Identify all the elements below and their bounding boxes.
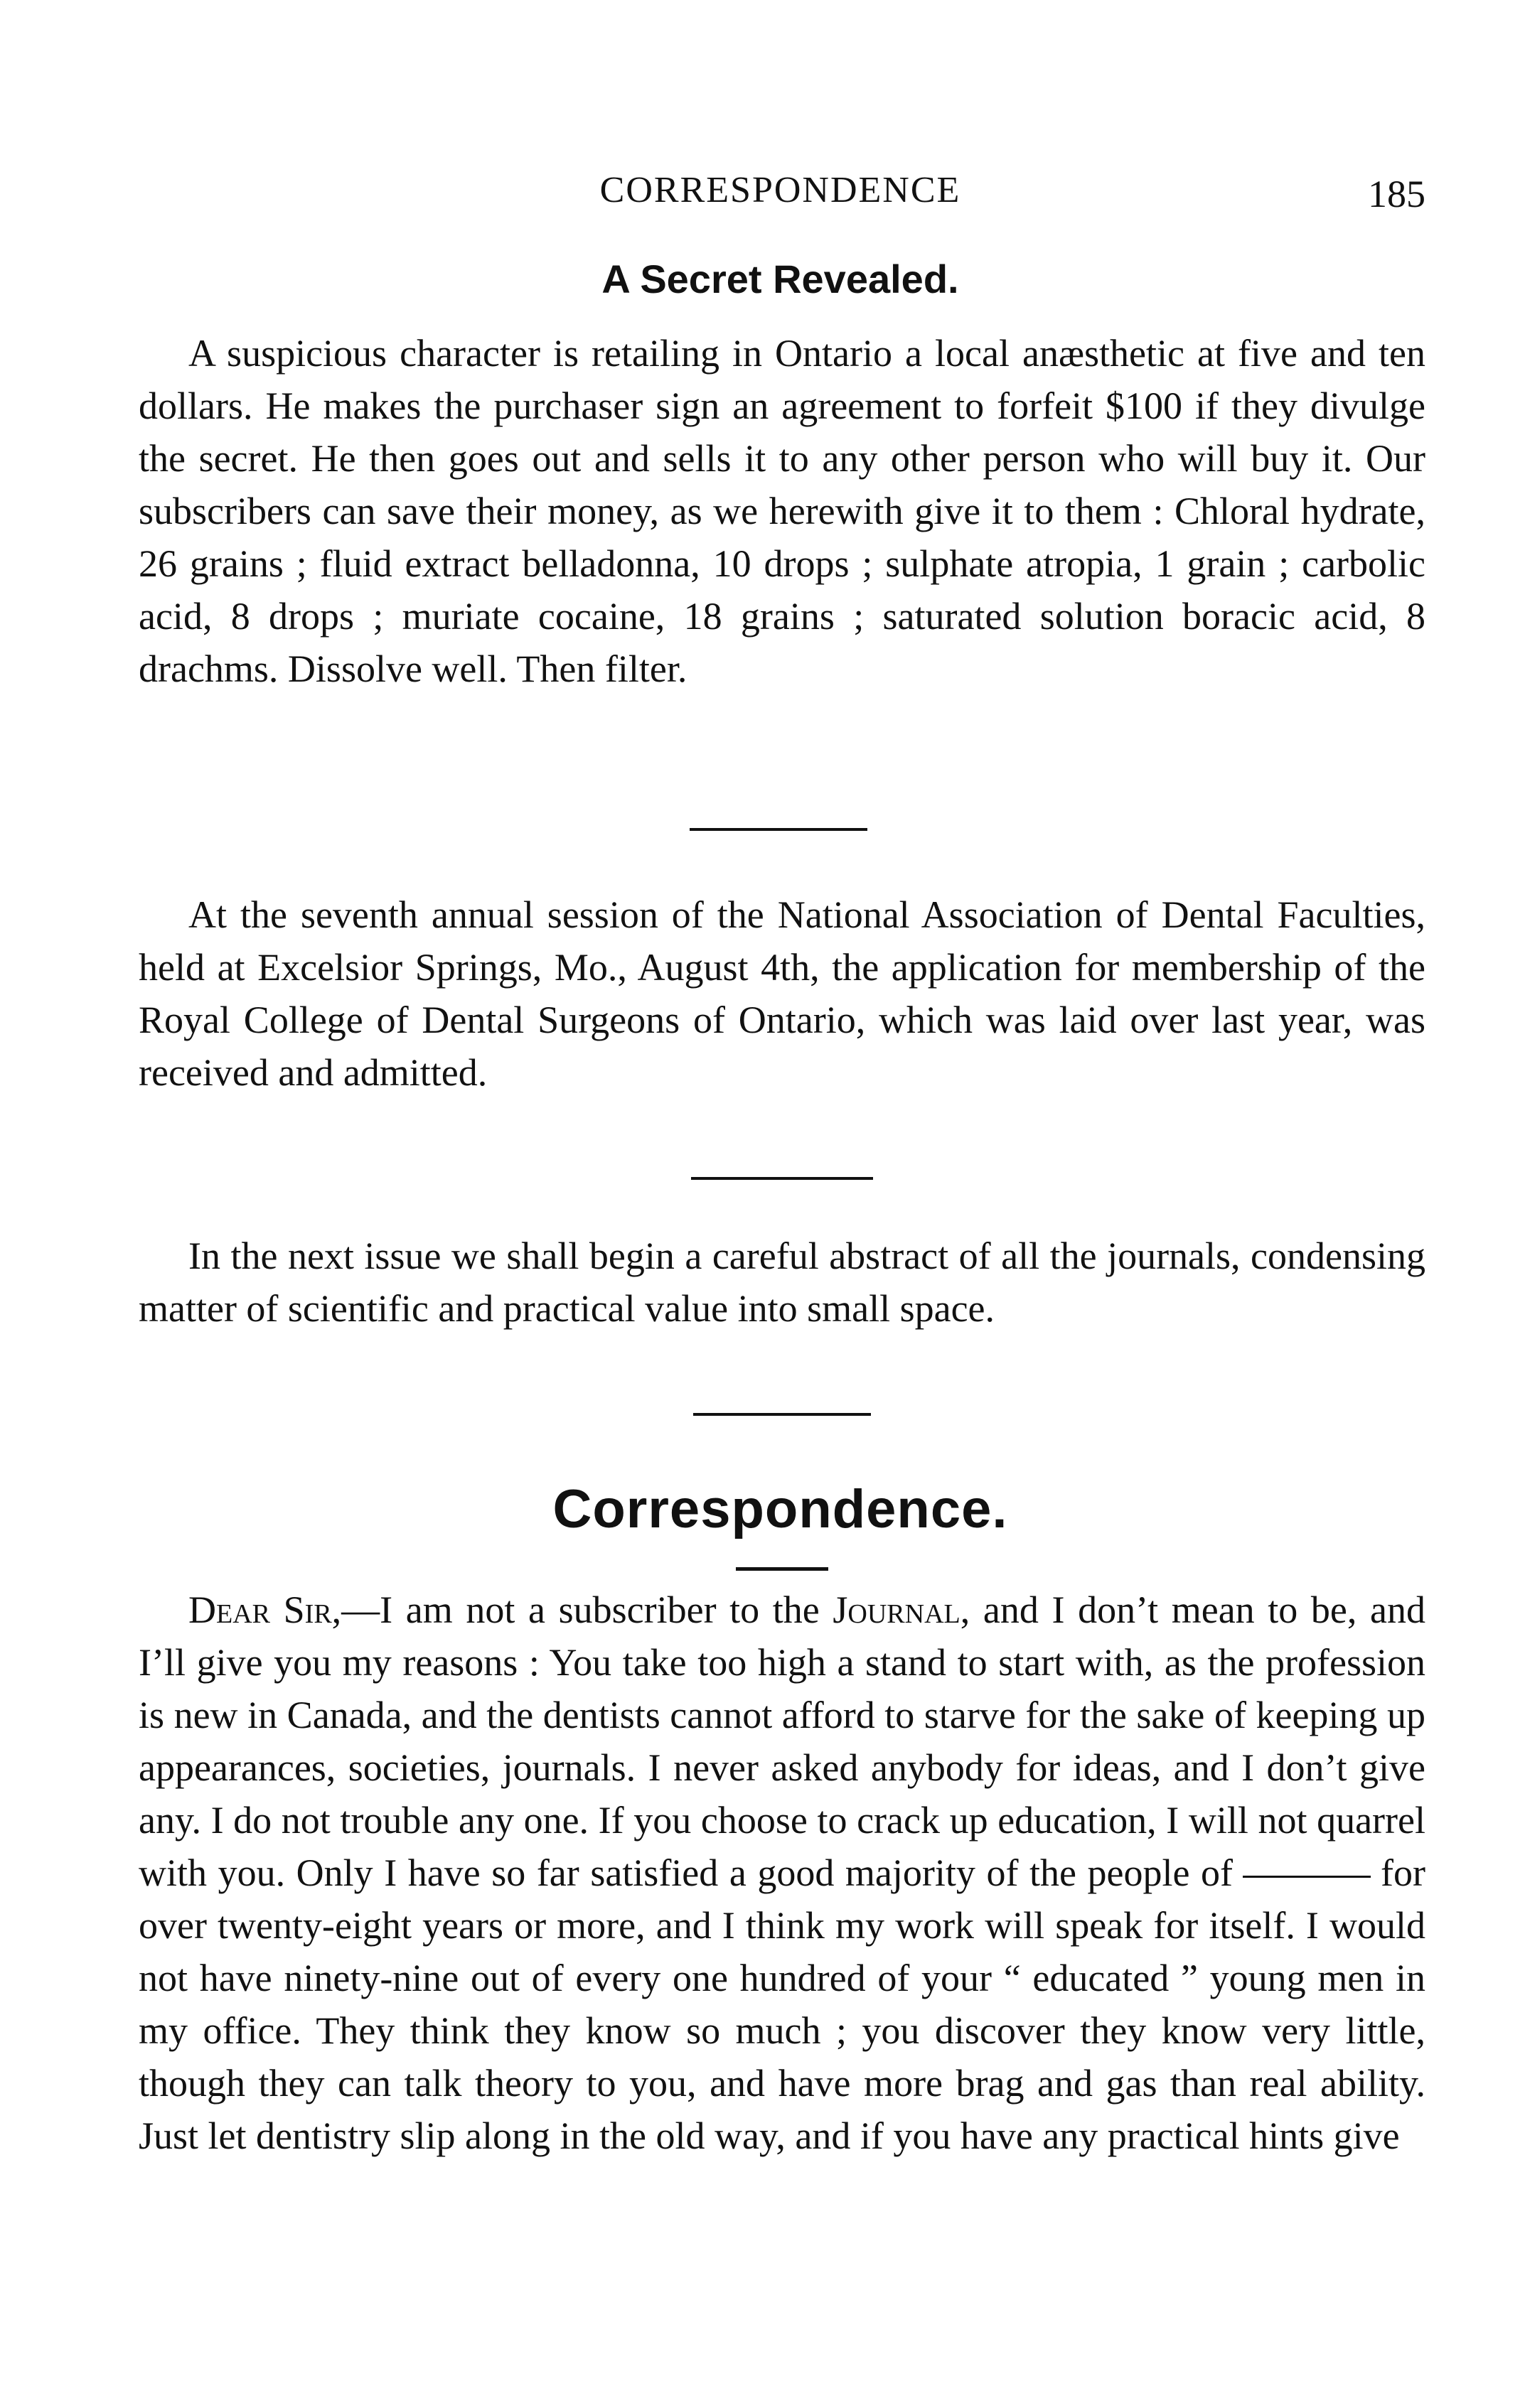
letter-paragraph <box>139 1584 1425 2162</box>
paragraph-secret-revealed: A suspicious character is retailing in Ontario a local anæsthetic at five and ten dollars. He makes the purchaser sign an agreement to forfeit $100 if they divulge the secret. He then goes out and sells it to any other person who will buy it. Our subscribers can save their money, as we herewith give it to them : Chloral hydrate, 26 grains ; fluid extract belladonna, 10 drops ; sulphate atropia, 1 grain ; carbolic acid, 8 drops ; muriate cocaine, 18 grains ; saturated solution boracic acid, 8 drachms. Dissolve well. Then filter. <box>139 332 1425 690</box>
letter-salutation: Dear Sir, <box>188 1589 342 1631</box>
journal-word: Journal <box>833 1589 961 1631</box>
separator-rule <box>690 828 867 831</box>
paragraph-dental-faculties-notice: At the seventh annual session of the National Association of Dental Faculties, held at Excelsior Springs, Mo., August 4th, the application for membership of the Royal College of Dental Surgeons of Ontario, which was laid over last year, was received and admitted. <box>139 893 1425 1094</box>
letter-text: —I am not a subscriber to the <box>341 1589 833 1631</box>
section-heading-correspondence: Correspondence. <box>552 1479 1008 1539</box>
section-heading-secret-revealed: A Secret Revealed. <box>601 257 959 301</box>
separator-rule-short <box>736 1567 828 1571</box>
separator-rule <box>693 1413 871 1416</box>
running-title: CORRESPONDENCE <box>599 170 961 210</box>
paragraph-next-issue-notice: In the next issue we shall begin a careful abstract of all the journals, condensing matter of scientific and practical value into small space. <box>139 1235 1425 1330</box>
running-head <box>135 169 1425 226</box>
letter-text: for over twenty-eight years or more, and I think my work will speak for itself. I would not have ninety-nine out of every one hundred of your “ educated ” young men in my office. They think they know so much ; you discover they know very little, though they can talk theory to you, and have more brag and gas than real ability. Just let dentistry slip along in the old way, and if you have any practical hints give <box>139 1851 1425 2157</box>
letter-text: , and I don’t mean to be, and I’ll give you my reasons : You take too high a stand to start with, as the profession is new in Canada, and the dentists cannot afford to starve for the sake of keeping up appearances, societies, journals. I never asked anybody for ideas, and I don’t give any. I do not trouble any one. If you choose to crack up education, I will not quarrel with you. Only I have so far satisfied a good majority of the people of <box>139 1589 1425 1894</box>
blank-dash <box>1243 1876 1371 1878</box>
separator-rule <box>691 1177 873 1180</box>
page-number: 185 <box>1368 173 1425 215</box>
